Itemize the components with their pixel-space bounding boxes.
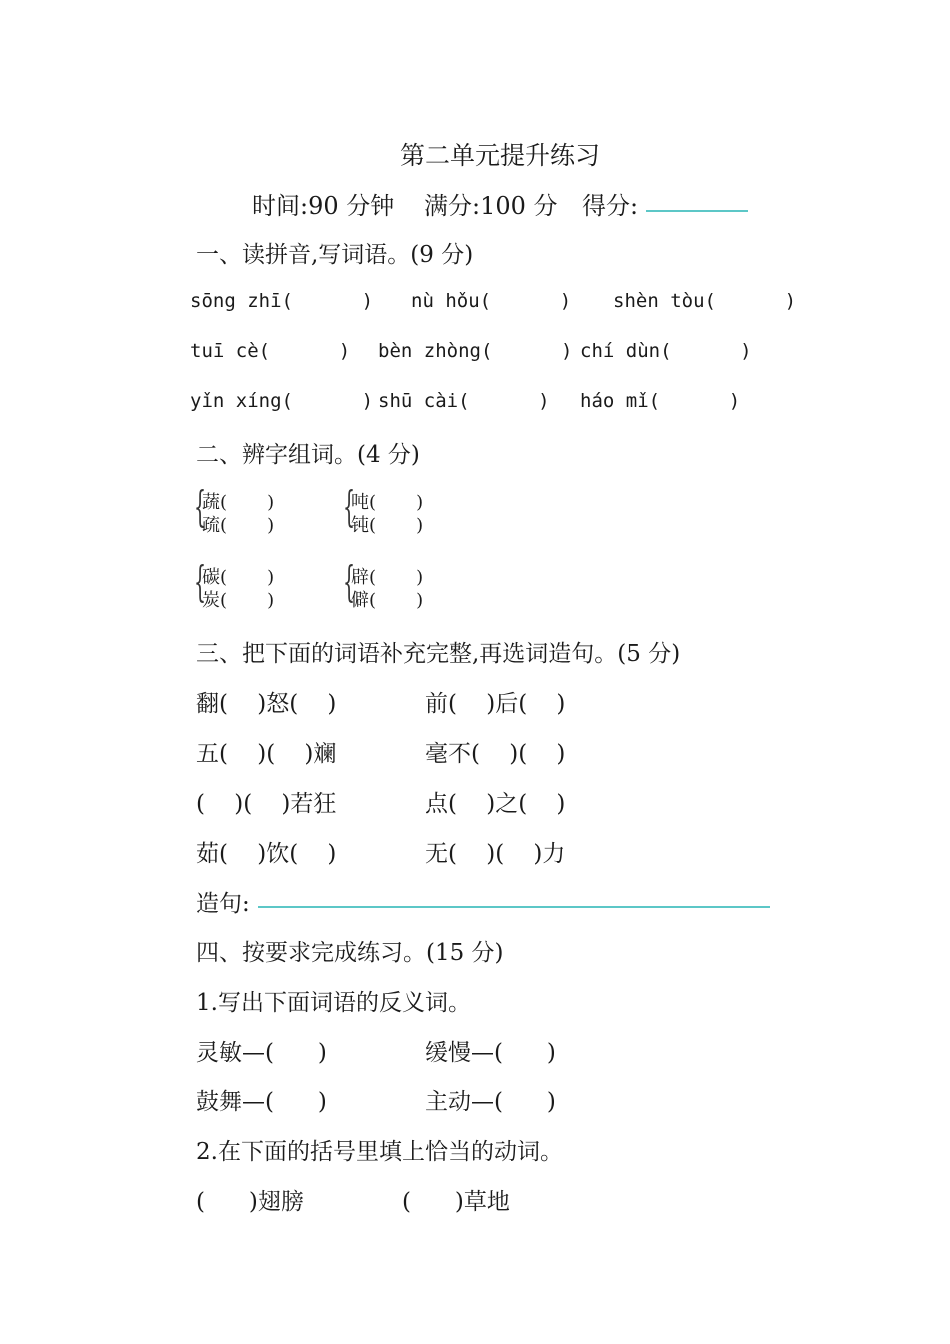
- char-pair-item[interactable]: 吨( ): [351, 492, 424, 513]
- antonym-item[interactable]: 缓慢—( ): [425, 1040, 556, 1066]
- page-title: 第二单元提升练习: [400, 141, 601, 170]
- idiom-item[interactable]: 茹( )饮( ): [196, 841, 337, 867]
- pinyin-item[interactable]: yǐn xíng( ): [190, 390, 374, 412]
- pinyin-item[interactable]: bèn zhòng( ): [378, 340, 573, 362]
- verb-item[interactable]: ( )草地: [402, 1189, 510, 1215]
- char-pair-item[interactable]: 僻( ): [351, 590, 424, 611]
- char-pair-item[interactable]: 碳( ): [202, 567, 275, 588]
- section-1-heading: 一、读拼音,写词语。(9 分): [196, 242, 474, 268]
- idiom-item[interactable]: ( )( )若狂: [196, 791, 337, 817]
- sentence-blank[interactable]: [258, 906, 770, 908]
- antonym-item[interactable]: 鼓舞—( ): [196, 1089, 327, 1115]
- brace-icon: {: [343, 482, 356, 531]
- section-2-heading: 二、辨字组词。(4 分): [196, 442, 420, 468]
- section-3-heading: 三、把下面的词语补充完整,再选词造句。(5 分): [196, 641, 681, 667]
- question-2: 2.在下面的括号里填上恰当的动词。: [196, 1139, 563, 1165]
- idiom-item[interactable]: 无( )( )力: [425, 841, 566, 867]
- question-1: 1.写出下面词语的反义词。: [196, 990, 471, 1016]
- antonym-item[interactable]: 灵敏—( ): [196, 1040, 327, 1066]
- pinyin-item[interactable]: shū cài( ): [378, 390, 550, 412]
- char-pair-item[interactable]: 炭( ): [202, 590, 275, 611]
- pinyin-item[interactable]: tuī cè( ): [190, 340, 351, 362]
- pinyin-item[interactable]: sōng zhī( ): [190, 290, 374, 312]
- time-label: 时间:90 分钟: [252, 192, 395, 220]
- verb-item[interactable]: ( )翅膀: [196, 1189, 304, 1215]
- pinyin-item[interactable]: chí dùn( ): [580, 340, 752, 362]
- pinyin-item[interactable]: háo mǐ( ): [580, 390, 741, 412]
- char-pair-item[interactable]: 疏( ): [202, 515, 275, 536]
- pinyin-item[interactable]: nù hǒu( ): [411, 290, 572, 312]
- brace-icon: {: [194, 557, 207, 606]
- score-blank[interactable]: [646, 210, 748, 212]
- section-4-heading: 四、按要求完成练习。(15 分): [196, 940, 504, 966]
- char-pair-item[interactable]: 蔬( ): [202, 492, 275, 513]
- idiom-item[interactable]: 五( )( )斓: [196, 741, 337, 767]
- char-pair-item[interactable]: 钝( ): [351, 515, 424, 536]
- idiom-item[interactable]: 毫不( )( ): [425, 741, 566, 767]
- sentence-label: 造句:: [196, 891, 250, 917]
- idiom-item[interactable]: 点( )之( ): [425, 791, 566, 817]
- char-pair-item[interactable]: 辟( ): [351, 567, 424, 588]
- antonym-item[interactable]: 主动—( ): [425, 1089, 556, 1115]
- idiom-item[interactable]: 翻( )怒( ): [196, 691, 337, 717]
- brace-icon: {: [194, 482, 207, 531]
- full-score-label: 满分:100 分: [424, 192, 558, 220]
- brace-icon: {: [343, 557, 356, 606]
- score-label: 得分:: [582, 192, 639, 220]
- pinyin-item[interactable]: shèn tòu( ): [613, 290, 797, 312]
- idiom-item[interactable]: 前( )后( ): [425, 691, 566, 717]
